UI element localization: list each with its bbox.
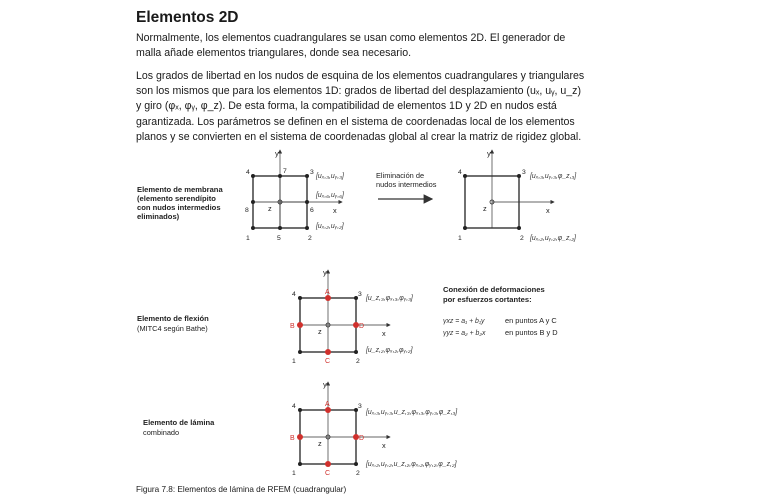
paragraph-dof: Los grados de libertad en los nudos de esquina de los elementos cuadrangulares y triangulares son los mismos que para los elementos 1D: grados de libertad del desplazamiento (uₓ, uᵧ, u_z) y giro (φₓ, φᵧ, φ_z). De esta forma, la compatibilidad de elementos 1D y 2D en nudos está garantizada. Los parámetros se definen en el sistema de coordenadas local de los elementos planos y se convierten en el sistema de coordenadas global al crear la matriz de rigidez global. (136, 70, 585, 143)
membrane-label-line3: con nudos intermedios (137, 203, 221, 212)
bending-element (290, 268, 414, 365)
membrane-result-element (458, 149, 577, 242)
result-dof-3: [uₓ,₃,uᵧ,₃,φ_z,₃] (530, 173, 577, 180)
shell-point-c: C (325, 470, 331, 477)
membrane-node-6: 6 (310, 207, 314, 214)
shell-point-a: A (325, 401, 330, 408)
bending-label-line1: Elemento de flexión (137, 314, 209, 323)
membrane-node-3: 3 (310, 169, 314, 176)
bending-axis-x: x (382, 329, 386, 338)
elimination-step (376, 171, 437, 199)
shear-title-line1: Conexión de deformaciones (443, 285, 545, 294)
bending-node-3: 3 (358, 291, 362, 298)
shear-eq1: γxz = a₁ + b₁y (443, 318, 485, 325)
membrane-axis-z: z (268, 204, 272, 213)
shell-label (143, 418, 215, 437)
bending-point-c: C (325, 358, 331, 365)
result-node-2: 2 (520, 235, 524, 242)
shear-eq2: γyz = a₂ + b₂x (443, 330, 486, 337)
result-node-4: 4 (458, 169, 462, 176)
elimination-label-line2: nudos intermedios (376, 180, 437, 189)
result-axis-z: z (483, 204, 487, 213)
shell-axis-y: y (323, 380, 327, 389)
shell-axis-z: z (318, 439, 322, 448)
figure-quad-elements (0, 140, 760, 485)
membrane-node-2: 2 (308, 235, 312, 242)
membrane-dof-3: [uₓ,₃,uᵧ,₃] (316, 173, 344, 180)
bending-point-a: A (325, 289, 330, 296)
bending-axis-z: z (318, 327, 322, 336)
result-node-3: 3 (522, 169, 526, 176)
shell-node-4: 4 (292, 403, 296, 410)
bending-node-1: 1 (292, 358, 296, 365)
membrane-node-1: 1 (246, 235, 250, 242)
result-dof-2: [uₓ,₂,uᵧ,₂,φ_z,₂] (530, 235, 576, 242)
bending-dof-3: [u_z,₃,φₓ,₃,φᵧ,₃] (366, 295, 413, 302)
membrane-dof-6: [uₓ,₆,uᵧ,₆] (316, 192, 344, 199)
bending-node-2: 2 (356, 358, 360, 365)
result-node-1: 1 (458, 235, 462, 242)
membrane-node-7: 7 (283, 168, 287, 175)
shear-eq2-where: en puntos B y D (505, 328, 558, 337)
membrane-node-4: 4 (246, 169, 250, 176)
result-axis-x: x (546, 206, 550, 215)
paragraph-intro: Normalmente, los elementos cuadrangulares se usan como elementos 2D. El generador de malla añade elementos triangulares, donde sea necesario. (136, 32, 566, 60)
result-axis-y: y (487, 149, 491, 158)
membrane-node-8: 8 (245, 207, 249, 214)
bending-point-d: D (359, 323, 365, 330)
bending-label-line2: (MITC4 según Bathe) (137, 324, 208, 333)
shell-dof-3: [uₓ,₃,uᵧ,₃,u_z,₃,φₓ,₃,φᵧ,₃,φ_z,₃] (366, 409, 458, 416)
shell-element (290, 380, 458, 477)
shear-connection-note (443, 285, 558, 337)
membrane-node-5: 5 (277, 235, 281, 242)
bending-axis-y: y (323, 268, 327, 277)
membrane-label (137, 185, 223, 221)
membrane-element (245, 149, 345, 242)
figure-caption: Figura 7.8: Elementos de lámina de RFEM (cuadrangular) (136, 485, 347, 494)
membrane-label-line4: eliminados) (137, 212, 180, 221)
shell-dof-2: [uₓ,₂,uᵧ,₂,u_z,₂,φₓ,₂,φᵧ,₂,φ_z,₂] (366, 461, 457, 468)
shell-axis-x: x (382, 441, 386, 450)
elimination-label-line1: Eliminación de (376, 171, 425, 180)
shell-node-3: 3 (358, 403, 362, 410)
shell-label-line1: Elemento de lámina (143, 418, 215, 427)
membrane-dof-2: [uₓ,₂,uᵧ,₂] (316, 223, 344, 230)
shell-point-d: D (359, 435, 365, 442)
shell-node-2: 2 (356, 470, 360, 477)
bending-dof-2: [u_z,₂,φₓ,₂,φᵧ,₂] (366, 347, 413, 354)
shell-label-line2: combinado (143, 428, 180, 437)
membrane-label-line1: Elemento de membrana (137, 185, 223, 194)
shell-point-b: B (290, 435, 295, 442)
bending-node-4: 4 (292, 291, 296, 298)
section-title: Elementos 2D (136, 9, 239, 26)
shear-eq1-where: en puntos A y C (505, 316, 557, 325)
membrane-axis-x: x (333, 206, 337, 215)
shell-node-1: 1 (292, 470, 296, 477)
membrane-axis-y: y (275, 149, 279, 158)
bending-point-b: B (290, 323, 295, 330)
shear-title-line2: por esfuerzos cortantes: (443, 295, 532, 304)
membrane-label-line2: (elemento serendípito (137, 194, 216, 203)
bending-label (137, 314, 209, 333)
